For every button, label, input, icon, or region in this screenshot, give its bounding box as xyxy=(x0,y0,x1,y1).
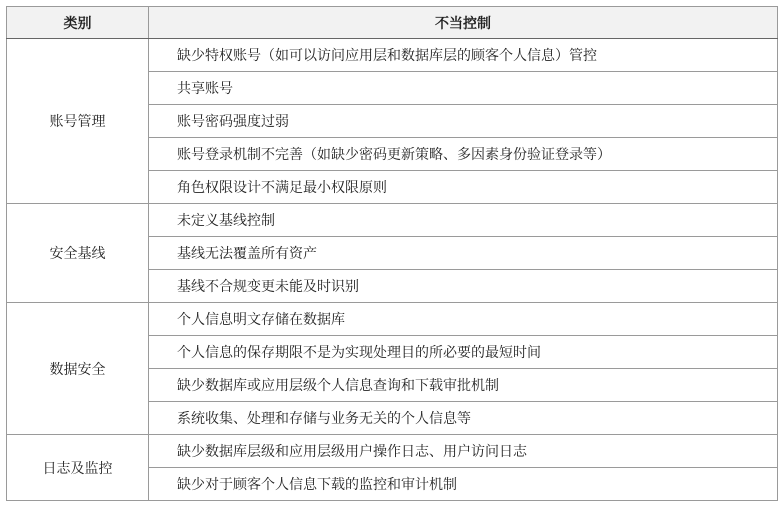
control-cell: 缺少对于顾客个人信息下载的监控和审计机制 xyxy=(149,468,778,501)
category-cell-baseline: 安全基线 xyxy=(7,204,149,303)
control-cell: 基线不合规变更未能及时识别 xyxy=(149,270,778,303)
control-cell: 缺少数据库层级和应用层级用户操作日志、用户访问日志 xyxy=(149,435,778,468)
header-control: 不当控制 xyxy=(149,7,778,39)
control-cell: 账号密码强度过弱 xyxy=(149,105,778,138)
control-cell: 个人信息的保存期限不是为实现处理目的所必要的最短时间 xyxy=(149,336,778,369)
control-cell: 角色权限设计不满足最小权限原则 xyxy=(149,171,778,204)
control-cell: 个人信息明文存储在数据库 xyxy=(149,303,778,336)
table-row xyxy=(7,303,778,336)
category-cell-logging: 日志及监控 xyxy=(7,435,149,501)
header-row xyxy=(7,7,778,39)
category-cell-account: 账号管理 xyxy=(7,39,149,204)
table-row xyxy=(7,204,778,237)
header-category: 类别 xyxy=(7,7,149,39)
category-cell-data-security: 数据安全 xyxy=(7,303,149,435)
control-cell: 基线无法覆盖所有资产 xyxy=(149,237,778,270)
control-cell: 账号登录机制不完善（如缺少密码更新策略、多因素身份验证登录等） xyxy=(149,138,778,171)
control-cell: 共享账号 xyxy=(149,72,778,105)
control-cell: 系统收集、处理和存储与业务无关的个人信息等 xyxy=(149,402,778,435)
table-row xyxy=(7,435,778,468)
table-row xyxy=(7,39,778,72)
control-cell: 未定义基线控制 xyxy=(149,204,778,237)
controls-table xyxy=(6,6,778,501)
control-cell: 缺少特权账号（如可以访问应用层和数据库层的顾客个人信息）管控 xyxy=(149,39,778,72)
control-cell: 缺少数据库或应用层级个人信息查询和下载审批机制 xyxy=(149,369,778,402)
